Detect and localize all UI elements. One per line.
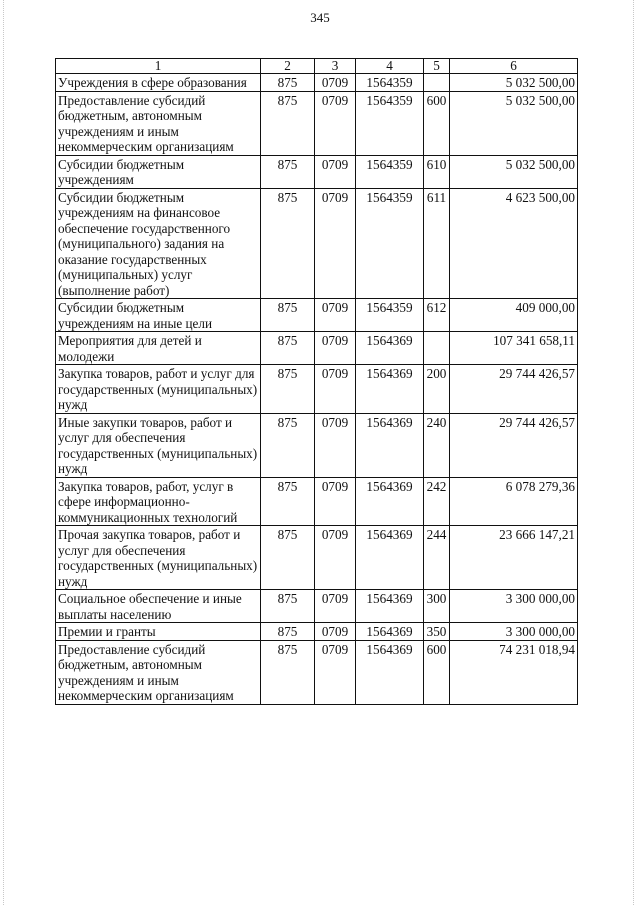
- row-code-4: 1564359: [356, 74, 424, 92]
- header-col-5: 5: [424, 59, 450, 74]
- row-code-3: 0709: [315, 365, 356, 414]
- row-code-2: 875: [261, 623, 315, 641]
- row-code-3: 0709: [315, 640, 356, 704]
- row-code-4: 1564359: [356, 155, 424, 188]
- row-code-4: 1564359: [356, 299, 424, 332]
- row-amount: 74 231 018,94: [450, 640, 578, 704]
- row-name: Субсидии бюджетным учреждениям: [56, 155, 261, 188]
- row-name: Субсидии бюджетным учреждениям на иные цели: [56, 299, 261, 332]
- table-row: [56, 91, 578, 155]
- row-name: Учреждения в сфере образования: [56, 74, 261, 92]
- row-name: Закупка товаров, работ и услуг для государственных (муниципальных) нужд: [56, 365, 261, 414]
- row-amount: 3 300 000,00: [450, 623, 578, 641]
- row-amount: 4 623 500,00: [450, 188, 578, 299]
- row-code-3: 0709: [315, 155, 356, 188]
- table-row: [56, 526, 578, 590]
- row-name: Прочая закупка товаров, работ и услуг для обеспечения государственных (муниципальных) нужд: [56, 526, 261, 590]
- row-code-2: 875: [261, 365, 315, 414]
- row-code-4: 1564369: [356, 640, 424, 704]
- header-col-1: 1: [56, 59, 261, 74]
- row-code-5: 611: [424, 188, 450, 299]
- row-code-2: 875: [261, 413, 315, 477]
- table-row: [56, 413, 578, 477]
- row-amount: 29 744 426,57: [450, 413, 578, 477]
- table-row: [56, 332, 578, 365]
- budget-table: [55, 58, 578, 705]
- row-code-5: 600: [424, 640, 450, 704]
- row-amount: 5 032 500,00: [450, 91, 578, 155]
- row-amount: 5 032 500,00: [450, 74, 578, 92]
- row-code-3: 0709: [315, 526, 356, 590]
- row-code-4: 1564369: [356, 365, 424, 414]
- row-name: Закупка товаров, работ, услуг в сфере информационно-коммуникационных технологий: [56, 477, 261, 526]
- row-code-5: 350: [424, 623, 450, 641]
- row-name: Предоставление субсидий бюджетным, автономным учреждениям и иным некоммерческим организациям: [56, 91, 261, 155]
- row-code-3: 0709: [315, 332, 356, 365]
- row-name: Социальное обеспечение и иные выплаты населению: [56, 590, 261, 623]
- row-code-5: 612: [424, 299, 450, 332]
- row-name: Премии и гранты: [56, 623, 261, 641]
- row-code-2: 875: [261, 74, 315, 92]
- row-amount: 23 666 147,21: [450, 526, 578, 590]
- table-row: [56, 74, 578, 92]
- header-col-3: 3: [315, 59, 356, 74]
- header-col-2: 2: [261, 59, 315, 74]
- table-row: [56, 640, 578, 704]
- row-code-4: 1564369: [356, 526, 424, 590]
- row-amount: 29 744 426,57: [450, 365, 578, 414]
- row-code-3: 0709: [315, 91, 356, 155]
- row-code-2: 875: [261, 332, 315, 365]
- row-code-2: 875: [261, 299, 315, 332]
- row-name: Мероприятия для детей и молодежи: [56, 332, 261, 365]
- row-code-3: 0709: [315, 188, 356, 299]
- table-row: [56, 477, 578, 526]
- row-code-4: 1564369: [356, 477, 424, 526]
- row-code-3: 0709: [315, 74, 356, 92]
- row-name: Предоставление субсидий бюджетным, автономным учреждениям и иным некоммерческим организациям: [56, 640, 261, 704]
- row-code-5: 242: [424, 477, 450, 526]
- scan-edge-left: [3, 0, 4, 905]
- table-row: [56, 365, 578, 414]
- row-code-5: 610: [424, 155, 450, 188]
- row-code-4: 1564359: [356, 188, 424, 299]
- table-row: [56, 623, 578, 641]
- row-code-4: 1564369: [356, 332, 424, 365]
- row-code-3: 0709: [315, 413, 356, 477]
- row-code-3: 0709: [315, 299, 356, 332]
- row-code-3: 0709: [315, 477, 356, 526]
- row-code-4: 1564369: [356, 590, 424, 623]
- table-row: [56, 299, 578, 332]
- table-row: [56, 188, 578, 299]
- row-code-4: 1564359: [356, 91, 424, 155]
- row-name: Субсидии бюджетным учреждениям на финансовое обеспечение государственного (муниципального) задания на оказание государственных (муниципальных) услуг (выполнение работ): [56, 188, 261, 299]
- table-row: [56, 155, 578, 188]
- row-name: Иные закупки товаров, работ и услуг для обеспечения государственных (муниципальных) нужд: [56, 413, 261, 477]
- row-amount: 107 341 658,11: [450, 332, 578, 365]
- header-row: [56, 59, 578, 74]
- row-code-5: [424, 74, 450, 92]
- header-col-4: 4: [356, 59, 424, 74]
- row-code-3: 0709: [315, 623, 356, 641]
- row-code-2: 875: [261, 155, 315, 188]
- row-code-5: 600: [424, 91, 450, 155]
- row-code-4: 1564369: [356, 413, 424, 477]
- row-code-5: 200: [424, 365, 450, 414]
- row-amount: 5 032 500,00: [450, 155, 578, 188]
- row-amount: 3 300 000,00: [450, 590, 578, 623]
- scan-edge-right: [633, 0, 634, 905]
- row-amount: 6 078 279,36: [450, 477, 578, 526]
- table-row: [56, 590, 578, 623]
- row-code-4: 1564369: [356, 623, 424, 641]
- row-code-2: 875: [261, 590, 315, 623]
- page-number: 345: [310, 10, 330, 25]
- row-code-2: 875: [261, 188, 315, 299]
- row-code-2: 875: [261, 477, 315, 526]
- row-code-5: 244: [424, 526, 450, 590]
- row-code-3: 0709: [315, 590, 356, 623]
- row-code-2: 875: [261, 91, 315, 155]
- row-code-2: 875: [261, 640, 315, 704]
- row-code-5: 300: [424, 590, 450, 623]
- row-code-5: [424, 332, 450, 365]
- row-code-2: 875: [261, 526, 315, 590]
- header-col-6: 6: [450, 59, 578, 74]
- row-amount: 409 000,00: [450, 299, 578, 332]
- row-code-5: 240: [424, 413, 450, 477]
